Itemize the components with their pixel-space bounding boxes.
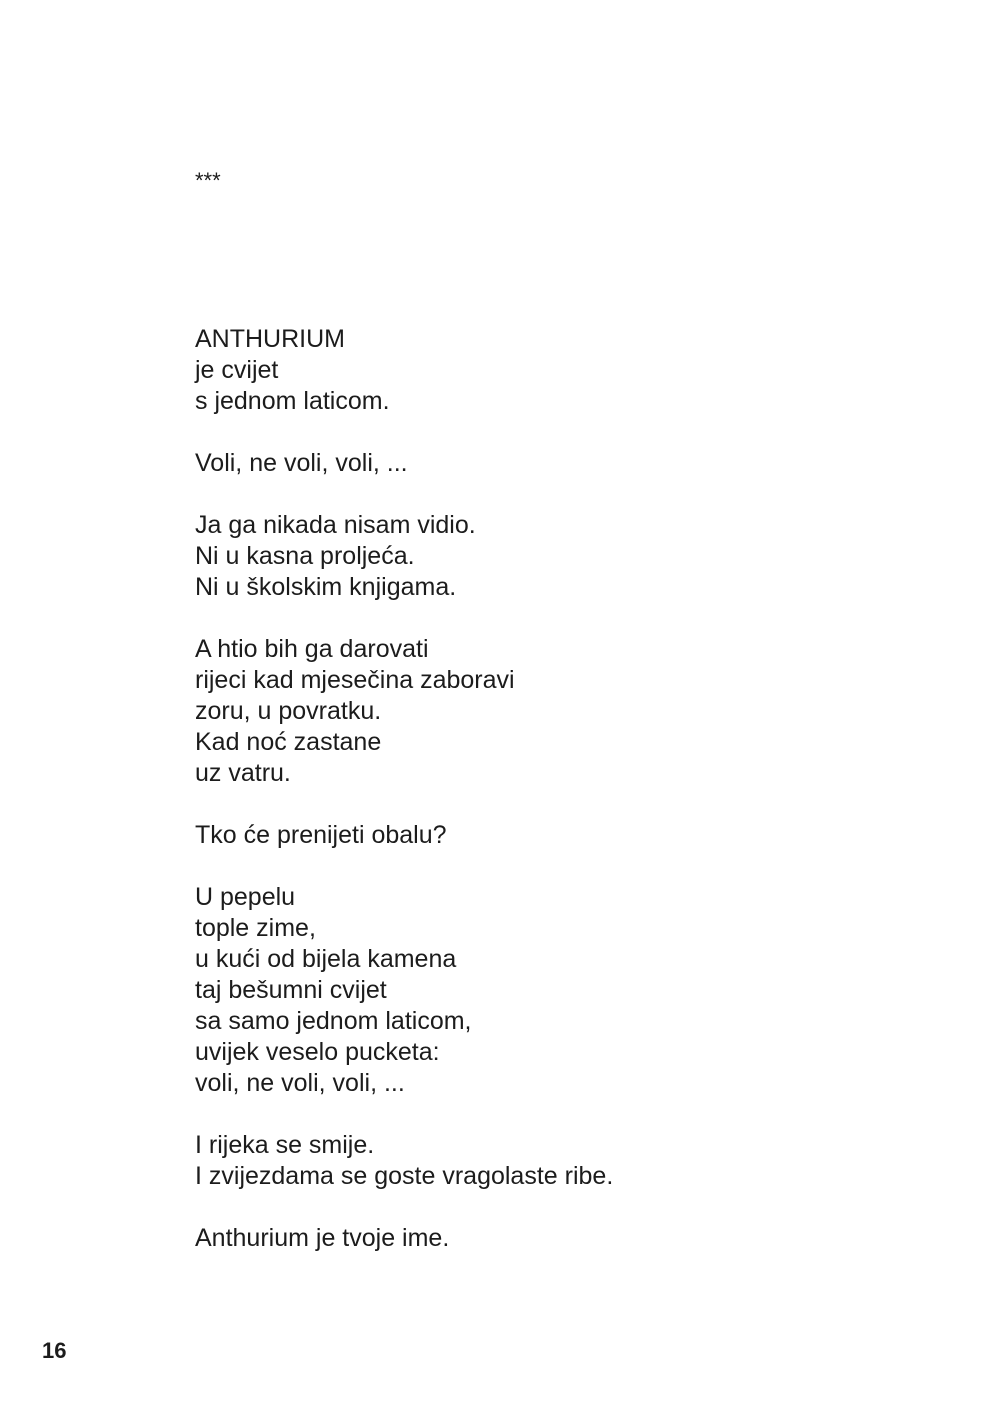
stanza [195,820,915,851]
poem-title-line: ANTHURIUM [195,325,345,353]
poem-line: Ni u školskim knjigama. [195,573,457,601]
poem-line: I rijeka se smije. [195,1131,375,1159]
poem-line: voli, ne voli, voli, ... [195,1069,405,1097]
stanza [195,1223,915,1254]
stanza [195,448,915,479]
stanza [195,882,915,1099]
poem-line: Ni u kasna proljeća. [195,542,415,570]
poem-line: uvijek veselo pucketa: [195,1038,440,1066]
poem-line: I zvijezdama se goste vragolaste ribe. [195,1162,614,1190]
stanza [195,510,915,603]
poem-line: sa samo jednom laticom, [195,1007,472,1035]
page-number: 16 [42,1338,67,1363]
poem-line: taj bešumni cvijet [195,976,387,1004]
poem-line: s jednom laticom. [195,387,390,415]
poem-line: je cvijet [195,356,279,384]
poem-line: Voli, ne voli, voli, ... [195,449,408,477]
poem-body [195,324,915,1285]
poem-line: zoru, u povratku. [195,697,382,725]
poem-line: Kad noć zastane [195,728,382,756]
stanza [195,324,915,417]
poem-line: tople zime, [195,914,316,942]
stanza [195,1130,915,1192]
poem-line: A htio bih ga darovati [195,635,429,663]
poem-line: Anthurium je tvoje ime. [195,1224,450,1252]
poem-line: uz vatru. [195,759,291,787]
poem-line: Ja ga nikada nisam vidio. [195,511,476,539]
section-separator: *** [195,168,221,193]
stanza [195,634,915,789]
poem-line: rijeci kad mjesečina zaboravi [195,666,515,694]
poem-line: Tko će prenijeti obalu? [195,821,447,849]
poem-line: u kući od bijela kamena [195,945,457,973]
poem-line: U pepelu [195,883,296,911]
